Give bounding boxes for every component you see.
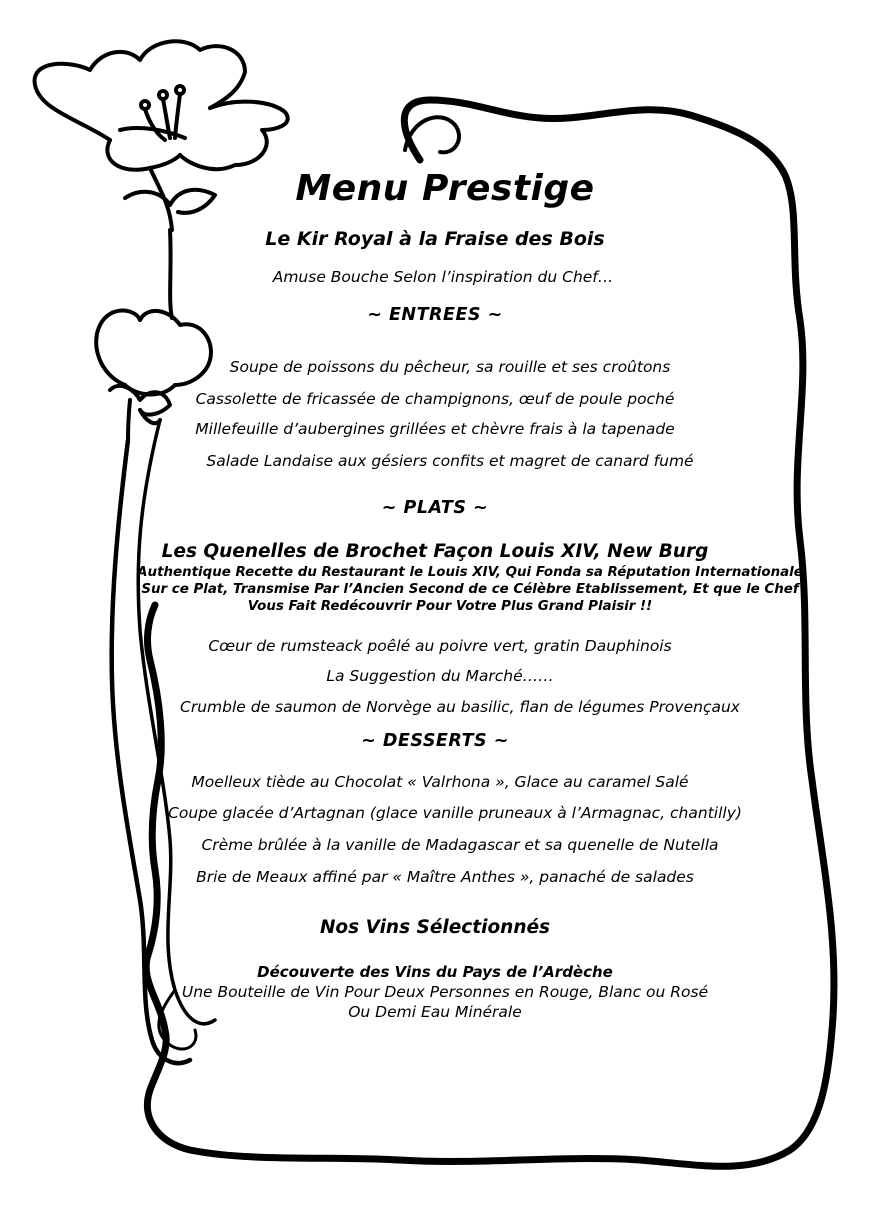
entree-item: Millefeuille d’aubergines grillées et chèvre frais à la tapenade [195,420,675,438]
entree-item: Salade Landaise aux gésiers confits et magret de canard fumé [206,452,694,470]
signature-dish-note: Vous Fait Redécouvrir Pour Votre Plus Grand Plaisir !! [247,599,653,614]
desserts-heading: ~ DESSERTS ~ [361,731,509,751]
entree-item: Cassolette de fricassée de champignons, œuf de poule poché [195,390,675,408]
plat-item: Crumble de saumon de Norvège au basilic, flan de légumes Provençaux [180,698,740,716]
plat-item: La Suggestion du Marché…… [326,667,554,685]
signature-dish-note: Authentique Recette du Restaurant le Louis XIV, Qui Fonda sa Réputation Internationale [137,565,803,580]
dessert-item: Moelleux tiède au Chocolat « Valrhona », Glace au caramel Salé [191,773,689,791]
amuse-bouche: Amuse Bouche Selon l’inspiration du Chef… [272,268,614,286]
wines-heading: Nos Vins Sélectionnés [319,917,551,938]
wines-line: Ou Demi Eau Minérale [348,1003,522,1021]
dessert-item: Brie de Meaux affiné par « Maître Anthes », panaché de salades [196,868,694,886]
wines-discovery: Découverte des Vins du Pays de l’Ardèche [257,963,613,981]
signature-dish-note: Sur ce Plat, Transmise Par l’Ancien Second de ce Célèbre Etablissement, Et que le Chef [141,582,799,597]
aperitif: Le Kir Royal à la Fraise des Bois [265,228,605,250]
dessert-item: Coupe glacée d’Artagnan (glace vanille pruneaux à l’Armagnac, chantilly) [168,804,742,822]
entree-item: Soupe de poissons du pêcheur, sa rouille et ses croûtons [229,358,671,376]
plat-item: Cœur de rumsteack poêlé au poivre vert, gratin Dauphinois [208,637,672,655]
dessert-item: Crème brûlée à la vanille de Madagascar et sa quenelle de Nutella [201,836,719,854]
wines-line: Une Bouteille de Vin Pour Deux Personnes en Rouge, Blanc ou Rosé [181,983,709,1001]
menu-title: Menu Prestige [295,168,595,209]
plats-heading: ~ PLATS ~ [381,498,489,518]
signature-dish-title: Les Quenelles de Brochet Façon Louis XIV, New Burg [161,541,709,562]
entrees-heading: ~ ENTREES ~ [367,305,503,325]
